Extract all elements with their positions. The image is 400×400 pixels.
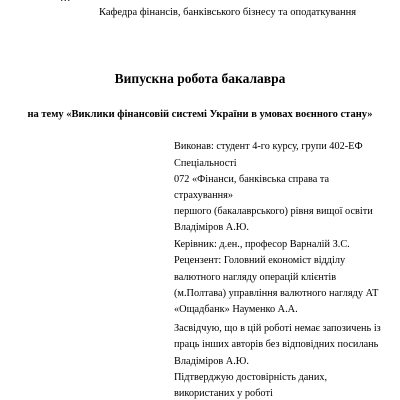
reviewer-line-4: «Ощадбанк» Науменко А.А. — [174, 304, 298, 315]
author-name: Владіміров А.Ю. — [174, 222, 249, 233]
reviewer-line-1: Рецензент: Головний економіст відділу — [174, 255, 346, 266]
cut-off-header-line — [60, 0, 71, 5]
author-line: Виконав: студент 4-го курсу, групи 402-ЕФ — [174, 141, 363, 152]
declaration-author: Владіміров А.Ю. — [174, 356, 249, 367]
specialty-line-1: 072 «Фінанси, банківська справа та — [174, 174, 330, 185]
reviewer-line-3: (м.Полтава) управління валютного нагляду АТ — [174, 288, 379, 299]
thesis-theme: на тему «Виклики фінансовій системі України в умовах воєнного стану» — [27, 109, 373, 120]
document-title: Випускна робота бакалавра — [114, 71, 286, 86]
declaration-line-2: праць інших авторів без відповідних посилань — [174, 339, 379, 350]
reviewer-line-2: валютного нагляду операцій клієнтів — [174, 272, 337, 283]
specialty-label: Спеціальності — [174, 158, 237, 169]
department-name: Кафедра фінансів, банківського бізнесу та оподаткування — [99, 7, 357, 18]
confirmation-line-1: Підтверджую достовірність даних, — [174, 372, 328, 383]
degree-level: першого (бакалаврського) рівня вищої освіти — [174, 206, 373, 217]
specialty-line-2: страхування» — [174, 190, 234, 201]
declaration-line-1: Засвідчую, що в цій роботі немає запозичень із — [174, 323, 381, 334]
confirmation-line-2: використаних у роботі — [174, 388, 273, 399]
supervisor: Керівник: д.ен., професор Варналій З.С. — [174, 239, 350, 250]
